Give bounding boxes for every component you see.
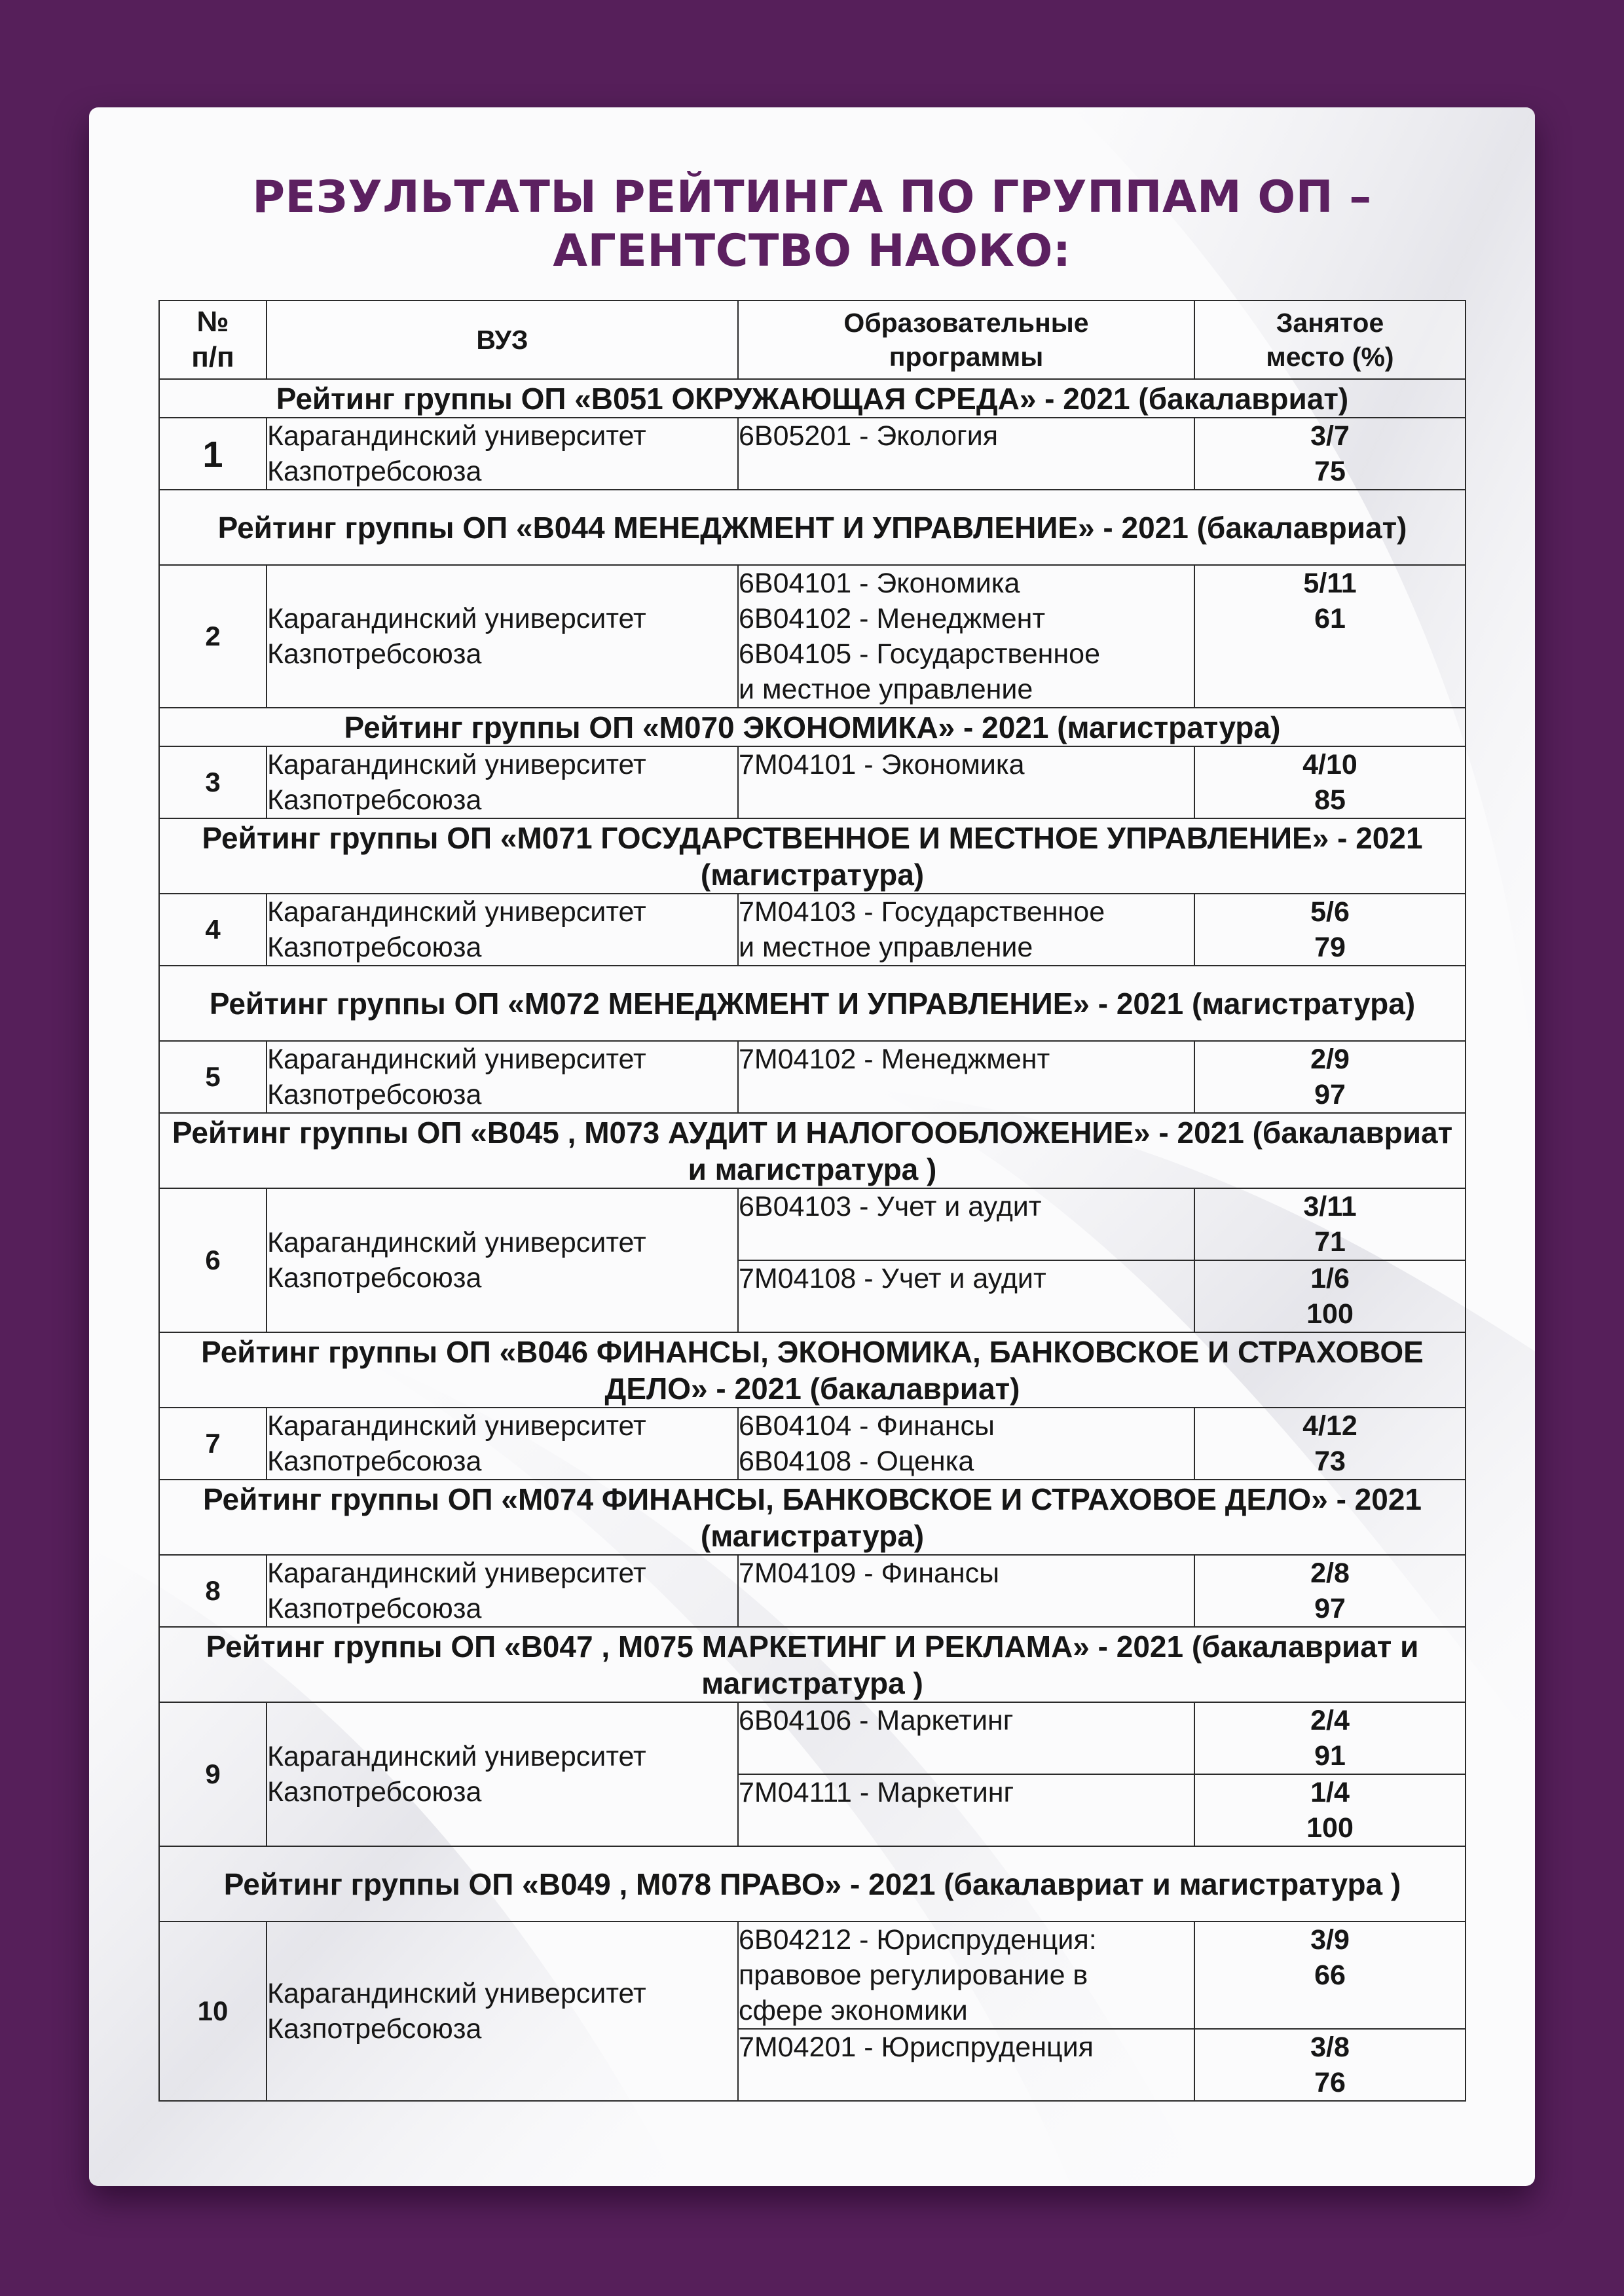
university-cell [267, 418, 738, 490]
table-row [159, 1922, 1466, 2029]
place-percent: 91 [1314, 1740, 1346, 1772]
program-cell [738, 746, 1194, 818]
place-cell [1194, 1922, 1466, 2029]
program-cell [738, 1555, 1194, 1627]
program-line: 6В05201 - Экология [739, 420, 999, 452]
page-title [89, 171, 1535, 278]
place-percent: 66 [1314, 1959, 1346, 1991]
row-number: 10 [159, 1922, 267, 2101]
program-line: правовое регулирование в [739, 1959, 1088, 1991]
section-heading: Рейтинг группы ОП «М071 ГОСУДАРСТВЕННОЕ И МЕСТНОЕ УПРАВЛЕНИЕ» - 2021 (магистратура) [159, 818, 1466, 894]
place-cell [1194, 1260, 1466, 1332]
section-heading: Рейтинг группы ОП «В044 МЕНЕДЖМЕНТ И УПРАВЛЕНИЕ» - 2021 (бакалавриат) [159, 490, 1466, 565]
content-card [89, 107, 1535, 2186]
program-line: 6В04104 - Финансы [739, 1410, 995, 1442]
section-heading-row [159, 490, 1466, 565]
page-title-line-2: АГЕНТСТВО НАОКО: [553, 225, 1071, 277]
university-name-line: Казпотребсоюза [267, 932, 482, 963]
section-heading-row [159, 1113, 1466, 1188]
header-number-line-2: п/п [191, 341, 234, 373]
university-cell [267, 1041, 738, 1113]
section-heading: Рейтинг группы ОП «В049 , М078 ПРАВО» - 2021 (бакалавриат и магистратура ) [159, 1846, 1466, 1922]
place-percent: 100 [1306, 1298, 1354, 1330]
row-number: 9 [159, 1702, 267, 1846]
place-rank: 2/8 [1310, 1558, 1350, 1589]
program-line: 7М04101 - Экономика [739, 749, 1025, 780]
place-percent: 85 [1314, 784, 1346, 816]
program-line: 7М04109 - Финансы [739, 1558, 1000, 1589]
header-programs [738, 301, 1194, 379]
table-row [159, 565, 1466, 708]
university-name-line: Карагандинский университет [267, 1410, 646, 1442]
rating-table-body [159, 379, 1466, 2101]
university-name-line: Карагандинский университет [267, 1227, 646, 1258]
place-percent: 61 [1314, 603, 1346, 634]
rating-table [158, 300, 1466, 2102]
university-name-line: Казпотребсоюза [267, 1079, 482, 1110]
header-place-line-2: место (%) [1266, 342, 1394, 372]
place-percent: 75 [1314, 456, 1346, 487]
university-name-line: Карагандинский университет [267, 1978, 646, 2009]
place-cell [1194, 1188, 1466, 1260]
place-rank: 1/6 [1310, 1263, 1350, 1294]
place-rank: 4/10 [1302, 749, 1357, 780]
program-line: и местное управление [739, 674, 1033, 705]
university-name-line: Казпотребсоюза [267, 784, 482, 816]
row-number: 2 [159, 565, 267, 708]
place-rank: 3/7 [1310, 420, 1350, 452]
program-cell [738, 1408, 1194, 1480]
table-row [159, 1188, 1466, 1260]
place-percent: 79 [1314, 932, 1346, 963]
program-cell [738, 2029, 1194, 2101]
place-rank: 1/4 [1310, 1777, 1350, 1808]
university-name-line: Казпотребсоюза [267, 1446, 482, 1477]
place-rank: 3/11 [1303, 1191, 1357, 1222]
program-cell [738, 894, 1194, 966]
university-name-line: Казпотребсоюза [267, 1593, 482, 1624]
table-row [159, 418, 1466, 490]
place-percent: 100 [1306, 1812, 1354, 1844]
row-number: 6 [159, 1188, 267, 1332]
program-cell [738, 1041, 1194, 1113]
university-cell [267, 1922, 738, 2101]
program-line: 6В04101 - Экономика [739, 568, 1020, 599]
university-name-line: Казпотребсоюза [267, 638, 482, 670]
section-heading: Рейтинг группы ОП «М070 ЭКОНОМИКА» - 2021 (магистратура) [159, 708, 1466, 746]
university-name-line: Карагандинский университет [267, 749, 646, 780]
place-cell [1194, 2029, 1466, 2101]
program-line: и местное управление [739, 932, 1033, 963]
row-number: 8 [159, 1555, 267, 1627]
table-row [159, 1041, 1466, 1113]
program-cell [738, 418, 1194, 490]
header-place-line-1: Занятое [1276, 308, 1384, 338]
program-line: 7М04108 - Учет и аудит [739, 1263, 1046, 1294]
program-line: 6В04106 - Маркетинг [739, 1705, 1014, 1736]
row-number: 7 [159, 1408, 267, 1480]
row-number: 4 [159, 894, 267, 966]
place-rank: 2/4 [1310, 1705, 1350, 1736]
place-cell [1194, 565, 1466, 708]
section-heading-row [159, 379, 1466, 418]
section-heading-row [159, 966, 1466, 1041]
place-rank: 4/12 [1302, 1410, 1357, 1442]
university-cell [267, 1555, 738, 1627]
header-university: ВУЗ [267, 301, 738, 379]
university-cell [267, 1702, 738, 1846]
section-heading-row [159, 1846, 1466, 1922]
section-heading-row [159, 708, 1466, 746]
program-line: 7М04102 - Менеджмент [739, 1044, 1050, 1075]
program-cell [738, 1702, 1194, 1774]
university-cell [267, 1188, 738, 1332]
table-row [159, 1555, 1466, 1627]
university-cell [267, 1408, 738, 1480]
table-row [159, 1702, 1466, 1774]
place-cell [1194, 1555, 1466, 1627]
row-number: 1 [159, 418, 267, 490]
university-name-line: Карагандинский университет [267, 1741, 646, 1772]
place-rank: 5/11 [1303, 568, 1357, 599]
place-rank: 2/9 [1310, 1044, 1350, 1075]
university-name-line: Карагандинский университет [267, 420, 646, 452]
university-name-line: Казпотребсоюза [267, 1262, 482, 1294]
university-name-line: Казпотребсоюза [267, 456, 482, 487]
section-heading: Рейтинг группы ОП «М074 ФИНАНСЫ, БАНКОВСКОЕ И СТРАХОВОЕ ДЕЛО» - 2021 (магистратура) [159, 1480, 1466, 1555]
place-cell [1194, 746, 1466, 818]
place-cell [1194, 1774, 1466, 1846]
program-line: 7М04103 - Государственное [739, 896, 1105, 928]
place-cell [1194, 1408, 1466, 1480]
table-row [159, 894, 1466, 966]
program-line: 6В04212 - Юриспруденция: [739, 1924, 1097, 1956]
section-heading-row [159, 1332, 1466, 1408]
header-place [1194, 301, 1466, 379]
program-cell [738, 1774, 1194, 1846]
university-name-line: Казпотребсоюза [267, 1776, 482, 1808]
section-heading: Рейтинг группы ОП «В045 , М073 АУДИТ И НАЛОГООБЛОЖЕНИЕ» - 2021 (бакалавриат и магистратура ) [159, 1113, 1466, 1188]
place-rank: 3/8 [1310, 2032, 1350, 2063]
university-name-line: Казпотребсоюза [267, 2013, 482, 2045]
university-name-line: Карагандинский университет [267, 1558, 646, 1589]
place-cell [1194, 1041, 1466, 1113]
section-heading-row [159, 818, 1466, 894]
university-cell [267, 894, 738, 966]
place-percent: 97 [1314, 1593, 1346, 1624]
section-heading: Рейтинг группы ОП «В051 ОКРУЖАЮЩАЯ СРЕДА» - 2021 (бакалавриат) [159, 379, 1466, 418]
section-heading-row [159, 1627, 1466, 1702]
program-line: 6В04108 - Оценка [739, 1446, 974, 1477]
place-rank: 5/6 [1310, 896, 1350, 928]
university-cell [267, 746, 738, 818]
place-cell [1194, 894, 1466, 966]
header-number [159, 301, 267, 379]
program-cell [738, 1922, 1194, 2029]
header-programs-line-1: Образовательные [843, 308, 1089, 338]
university-cell [267, 565, 738, 708]
place-percent: 97 [1314, 1079, 1346, 1110]
program-line: 6В04102 - Менеджмент [739, 603, 1046, 634]
section-heading-row [159, 1480, 1466, 1555]
program-line: сфере экономики [739, 1995, 968, 2026]
program-cell [738, 1188, 1194, 1260]
table-row [159, 746, 1466, 818]
program-line: 6В04105 - Государственное [739, 638, 1100, 670]
section-heading: Рейтинг группы ОП «В046 ФИНАНСЫ, ЭКОНОМИКА, БАНКОВСКОЕ И СТРАХОВОЕ ДЕЛО» - 2021 (бакалавриат) [159, 1332, 1466, 1408]
header-number-line-1: № [196, 306, 229, 338]
place-rank: 3/9 [1310, 1924, 1350, 1956]
program-cell [738, 565, 1194, 708]
place-percent: 76 [1314, 2067, 1346, 2098]
place-percent: 71 [1314, 1226, 1346, 1258]
university-name-line: Карагандинский университет [267, 1044, 646, 1075]
place-cell [1194, 418, 1466, 490]
program-cell [738, 1260, 1194, 1332]
row-number: 3 [159, 746, 267, 818]
place-percent: 73 [1314, 1446, 1346, 1477]
program-line: 7М04111 - Маркетинг [739, 1777, 1014, 1808]
program-line: 7М04201 - Юриспруденция [739, 2032, 1094, 2063]
header-programs-line-2: программы [889, 342, 1044, 372]
university-name-line: Карагандинский университет [267, 896, 646, 928]
row-number: 5 [159, 1041, 267, 1113]
page-title-line-1: РЕЗУЛЬТАТЫ РЕЙТИНГА ПО ГРУППАМ ОП – [252, 172, 1372, 223]
table-header-row [159, 301, 1466, 379]
program-line: 6В04103 - Учет и аудит [739, 1191, 1042, 1222]
place-cell [1194, 1702, 1466, 1774]
section-heading: Рейтинг группы ОП «В047 , М075 МАРКЕТИНГ И РЕКЛАМА» - 2021 (бакалавриат и магистратура ) [159, 1627, 1466, 1702]
table-row [159, 1408, 1466, 1480]
university-name-line: Карагандинский университет [267, 603, 646, 634]
section-heading: Рейтинг группы ОП «М072 МЕНЕДЖМЕНТ И УПРАВЛЕНИЕ» - 2021 (магистратура) [159, 966, 1466, 1041]
